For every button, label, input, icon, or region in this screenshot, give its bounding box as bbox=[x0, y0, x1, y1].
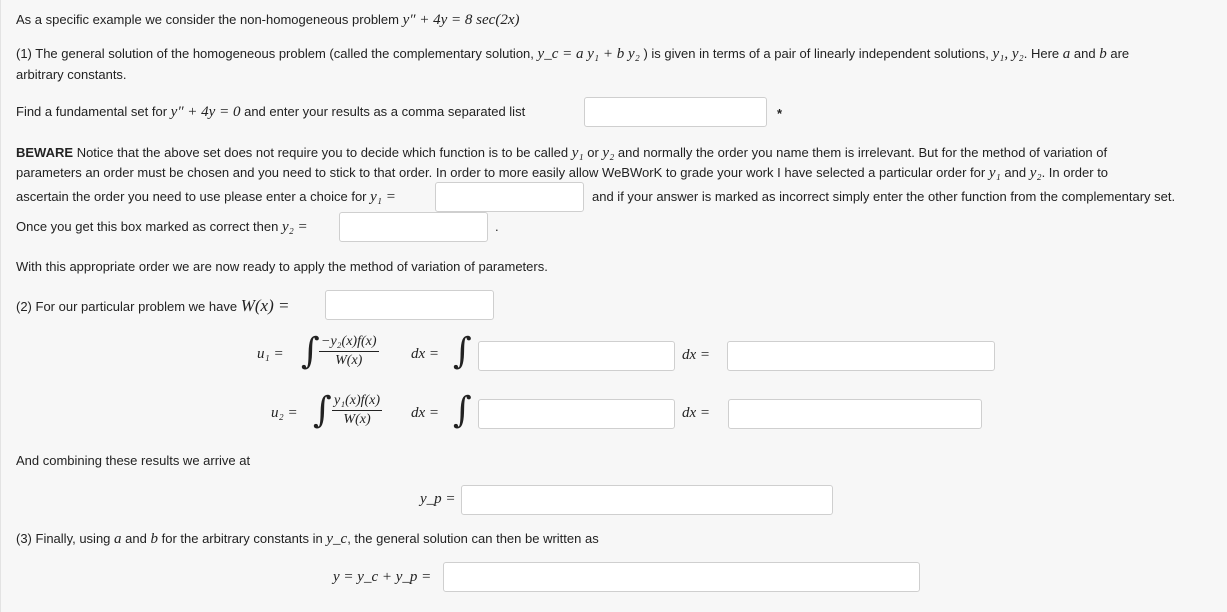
part3-and: and bbox=[125, 531, 147, 546]
u1-denominator: W(x) bbox=[335, 353, 363, 368]
part3-text-c: , the general solution can then be written as bbox=[347, 531, 599, 546]
u1-label-text: u₁ = bbox=[257, 346, 284, 362]
fundamental-set-input[interactable] bbox=[584, 97, 767, 127]
part1-line1 bbox=[16, 46, 1129, 63]
yp-label: y_p = bbox=[420, 491, 456, 507]
u1-numerator: −y₂(x)f(x) bbox=[319, 334, 379, 352]
beware-line2-y2: y₂ bbox=[1029, 165, 1042, 181]
beware-line4 bbox=[16, 219, 308, 236]
beware-line2-y1: y₁ bbox=[988, 165, 1001, 181]
u2-dx bbox=[411, 405, 439, 422]
u2-numerator: y₁(x)f(x) bbox=[332, 393, 382, 411]
beware-line4-end: . bbox=[495, 219, 499, 234]
part2-text: (2) For our particular problem we have bbox=[16, 299, 238, 314]
part3-b: b bbox=[150, 531, 158, 547]
beware-line1 bbox=[16, 145, 1107, 162]
beware-line1-b: and normally the order you name them is irrelevant. But for the method of variation of bbox=[617, 145, 1108, 160]
part3-line bbox=[16, 531, 599, 548]
beware-y2: y₂ bbox=[602, 145, 615, 161]
u1-integrand-input[interactable] bbox=[478, 341, 675, 371]
part3-a: a bbox=[114, 531, 122, 547]
u2-label bbox=[271, 405, 298, 422]
y2-equals-label: y₂ = bbox=[281, 219, 308, 235]
vop-text: With this appropriate order we are now ready to apply the method of variation of parameters. bbox=[16, 259, 548, 274]
beware-line2 bbox=[16, 165, 1108, 182]
required-star: * bbox=[777, 106, 783, 121]
part1-y-pair: y₁, y₂ bbox=[992, 46, 1024, 62]
beware-line2-and: and bbox=[1004, 165, 1027, 180]
fundamental-line bbox=[16, 104, 525, 121]
beware-line3-left bbox=[16, 189, 396, 206]
intro-text: As a specific example we consider the non-homogeneous problem bbox=[16, 12, 399, 27]
part3-text-a: (3) Finally, using bbox=[16, 531, 111, 546]
general-solution-input[interactable] bbox=[443, 562, 920, 592]
beware-or: or bbox=[587, 145, 599, 160]
part3-text-b: for the arbitrary constants in bbox=[161, 531, 323, 546]
part1-text-c: . Here bbox=[1023, 46, 1060, 61]
u2-dx-equals: dx = bbox=[682, 405, 711, 421]
part3-yc: y_c bbox=[326, 531, 348, 547]
part1-text-b: ) is given in terms of a pair of linearly independent solutions, bbox=[643, 46, 989, 61]
beware-line4-a: Once you get this box marked as correct then bbox=[16, 219, 279, 234]
beware-y1: y₁ bbox=[571, 145, 584, 161]
beware-line2-b: . In order to bbox=[1041, 165, 1109, 180]
u2-result-input[interactable] bbox=[728, 399, 982, 429]
fundamental-text-b: and enter your results as a comma separated list bbox=[244, 104, 526, 119]
part1-text-d: are bbox=[1110, 46, 1130, 61]
y2-input[interactable] bbox=[339, 212, 488, 242]
part1-and: and bbox=[1073, 46, 1096, 61]
u2-integrand-input[interactable] bbox=[478, 399, 675, 429]
wronskian-input[interactable] bbox=[325, 290, 494, 320]
u1-integral-sign-2: ∫ bbox=[453, 331, 472, 372]
u2-integral-sign-2: ∫ bbox=[453, 390, 472, 431]
u2-eq: = bbox=[428, 405, 440, 421]
part1-text-a: (1) The general solution of the homogeneous problem (called the complementary solution, bbox=[16, 46, 534, 61]
u1-fraction bbox=[319, 334, 379, 369]
part1-yc-equation: y_c = a y₁ + b y₂ bbox=[537, 46, 640, 62]
beware-line1-a: Notice that the above set does not require you to decide which function is to be called bbox=[76, 145, 569, 160]
u1-dx-equals: dx = bbox=[682, 347, 711, 363]
u2-dx-text: dx bbox=[411, 405, 426, 421]
intro-equation: y″ + 4y = 8 sec(2x) bbox=[402, 12, 520, 28]
beware-line3-a: ascertain the order you need to use please enter a choice for bbox=[16, 189, 367, 204]
part1-text-e: arbitrary constants. bbox=[16, 67, 127, 82]
part1-b: b bbox=[1099, 46, 1107, 62]
fundamental-equation: y″ + 4y = 0 bbox=[170, 104, 241, 120]
beware-label: BEWARE bbox=[16, 145, 74, 160]
fundamental-text-a: Find a fundamental set for bbox=[16, 104, 168, 119]
y1-input[interactable] bbox=[435, 182, 584, 212]
intro-line bbox=[16, 12, 519, 29]
part2-line bbox=[16, 296, 289, 316]
y1-equals-label: y₁ = bbox=[370, 189, 396, 205]
u2-label-text: u₂ = bbox=[271, 405, 298, 421]
u1-integral-sign: ∫ bbox=[301, 331, 320, 372]
general-solution-label: y = y_c + y_p = bbox=[333, 569, 432, 585]
part1-a: a bbox=[1062, 46, 1071, 62]
u2-denominator: W(x) bbox=[343, 412, 371, 427]
u1-result-input[interactable] bbox=[727, 341, 995, 371]
wronskian-label: W(x) = bbox=[240, 296, 290, 315]
u1-dx-text: dx bbox=[411, 346, 426, 362]
yp-input[interactable] bbox=[461, 485, 833, 515]
u2-integral-sign: ∫ bbox=[313, 390, 332, 431]
u1-dx bbox=[411, 346, 439, 363]
u1-label bbox=[257, 346, 284, 363]
beware-line3-b: and if your answer is marked as incorrect simply enter the other function from the complementary set. bbox=[592, 189, 1176, 204]
combine-text: And combining these results we arrive at bbox=[16, 453, 251, 468]
u2-fraction bbox=[332, 393, 382, 428]
u1-eq: = bbox=[428, 346, 440, 362]
beware-line2-a: parameters an order must be chosen and you need to stick to that order. In order to more easily allow WeBWorK to grade your work I have selected a particular order for bbox=[16, 165, 986, 180]
